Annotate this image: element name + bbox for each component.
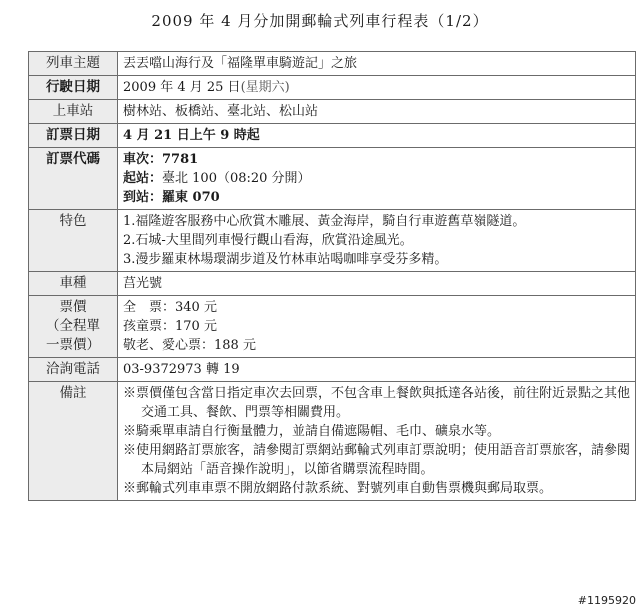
table-row (29, 296, 636, 358)
note-item: ※郵輪式列車車票不開放網路付款系統、對號列車自動售票機與郵局取票。 (123, 481, 553, 496)
table-row (29, 272, 636, 296)
note-item: ※票價僅包含當日指定車次去回票，不包含車上餐飲與抵達各站後，前往附近景點之其他交通工具、餐飲、門票等相關費用。 (123, 386, 631, 420)
end-station: 到站：羅東 070 (123, 190, 220, 205)
row-label-booking-code: 訂票代碼 (29, 148, 118, 210)
row-label-date: 行駛日期 (29, 76, 118, 100)
row-value-notes (118, 382, 636, 501)
date-weekday: (星期六) (240, 80, 290, 95)
note-item: ※騎乘單車請自行衡量體力，並請自備遮陽帽、毛巾、礦泉水等。 (123, 424, 501, 439)
fare-item: 敬老、愛心票：188 元 (123, 338, 256, 353)
schedule-table (28, 51, 636, 501)
row-value-fare (118, 296, 636, 358)
table-row (29, 358, 636, 382)
note-item: ※使用網路訂票旅客，請參閱訂票網站郵輪式列車訂票說明；使用語音訂票旅客，請參閱本局網站「語音操作說明」，以節省購票流程時間。 (123, 443, 631, 477)
date-main: 2009 年 4 月 25 日 (123, 80, 241, 95)
row-label-contact: 洽詢電話 (29, 358, 118, 382)
row-value-date (118, 76, 636, 100)
table-row (29, 148, 636, 210)
image-id-watermark: #1195920 (577, 594, 636, 607)
row-value-booking-code (118, 148, 636, 210)
row-value-features (118, 210, 636, 272)
table-row (29, 100, 636, 124)
table-row (29, 382, 636, 501)
feature-item: 2.石城-大里間列車慢行觀山看海，欣賞沿途風光。 (123, 233, 413, 248)
table-row (29, 210, 636, 272)
table-row (29, 76, 636, 100)
table-row (29, 52, 636, 76)
row-label-notes: 備註 (29, 382, 118, 501)
row-label-booking-date: 訂票日期 (29, 124, 118, 148)
row-label-train-type: 車種 (29, 272, 118, 296)
row-label-theme: 列車主題 (29, 52, 118, 76)
train-number: 車次：7781 (123, 152, 199, 167)
page-title: 2009 年 4 月分加開郵輪式列車行程表（1/2） (151, 12, 489, 30)
row-label-features: 特色 (29, 210, 118, 272)
row-value-train-type: 莒光號 (118, 272, 636, 296)
row-value-boarding: 樹林站、板橋站、臺北站、松山站 (118, 100, 636, 124)
start-station: 起站：臺北 100（08:20 分開） (123, 171, 311, 186)
fare-item: 全 票：340 元 (123, 300, 217, 315)
fare-item: 孩童票：170 元 (123, 319, 217, 334)
row-value-contact: 03-9372973 轉 19 (118, 358, 636, 382)
row-value-theme: 丟丟噹山海行及「福隆單車騎遊記」之旅 (118, 52, 636, 76)
feature-item: 1.福隆遊客服務中心欣賞木雕展、黃金海岸，騎自行車遊舊草嶺隧道。 (123, 214, 526, 229)
row-label-fare: 票價 （全程單 一票價） (29, 296, 118, 358)
row-value-booking-date: 4 月 21 日上午 9 時起 (118, 124, 636, 148)
feature-item: 3.漫步羅東林場環湖步道及竹林車站喝咖啡享受芬多精。 (123, 252, 448, 267)
table-row (29, 124, 636, 148)
row-label-boarding: 上車站 (29, 100, 118, 124)
